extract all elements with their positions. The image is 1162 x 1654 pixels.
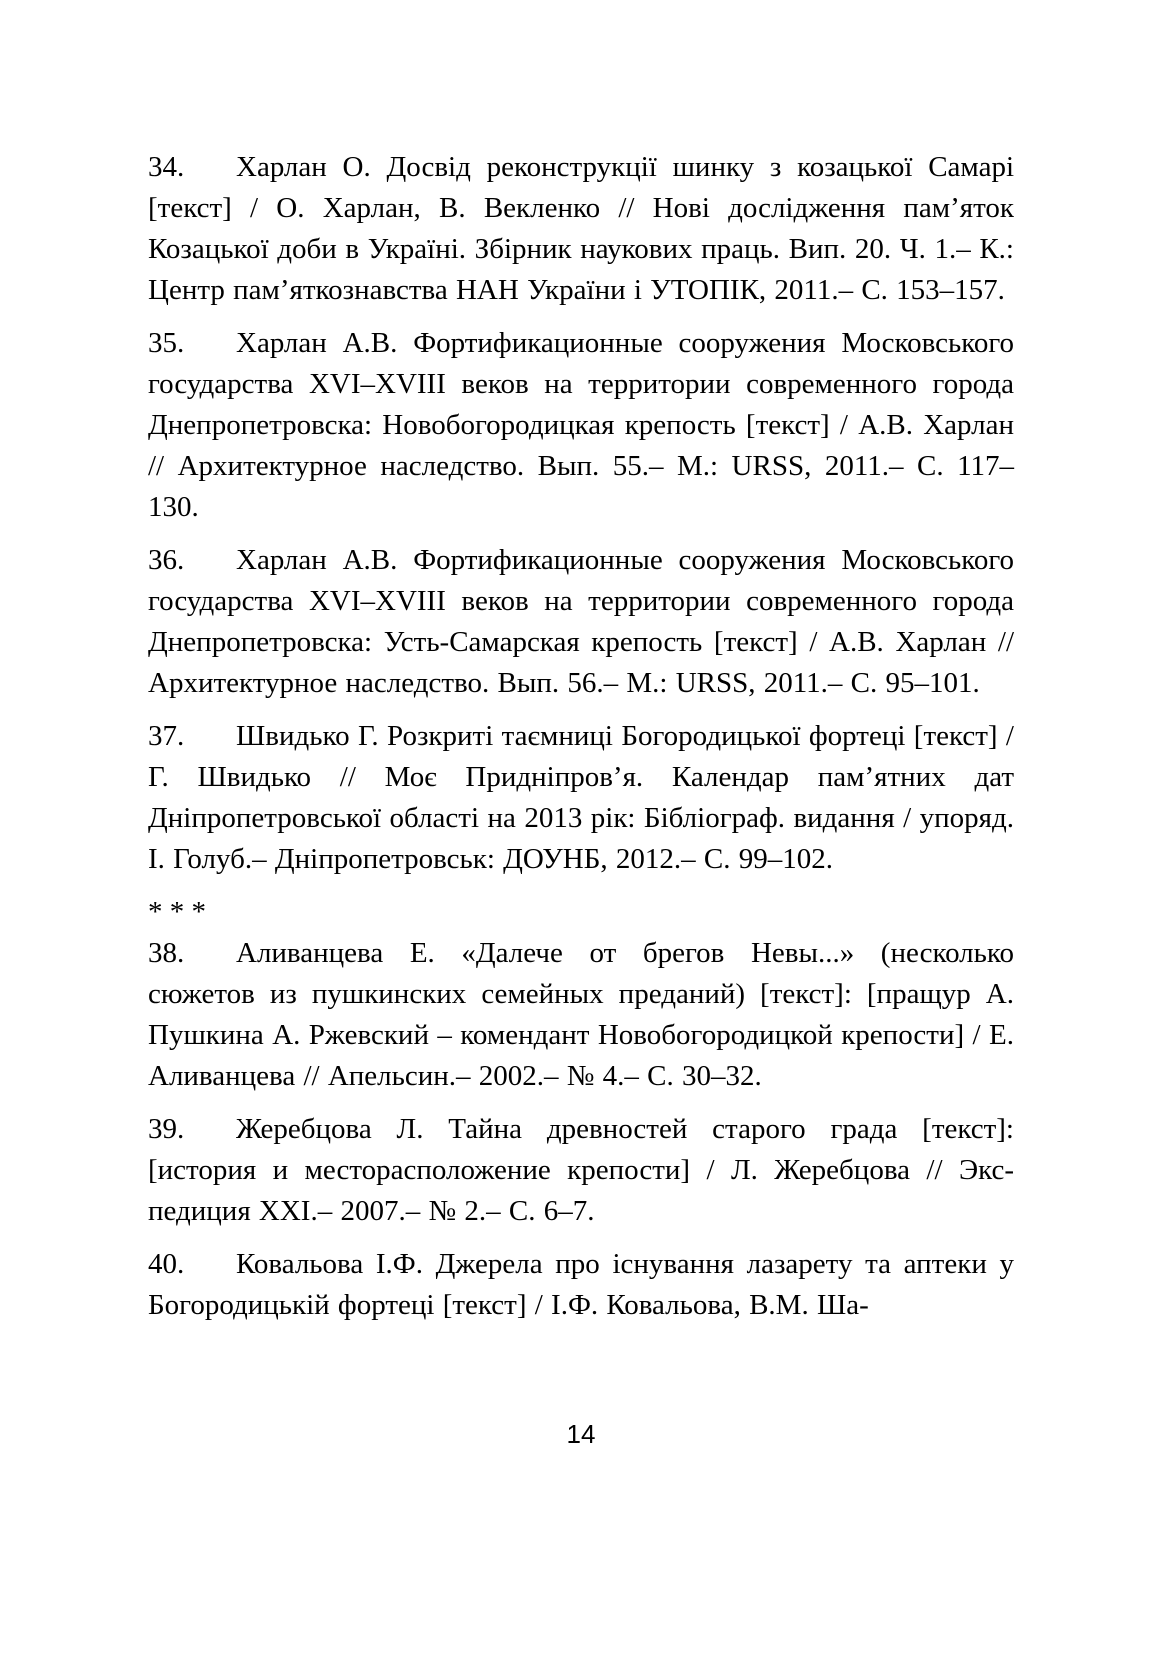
- entry-37-number: 37.: [148, 720, 185, 752]
- entry-39-text: Жеребцова Л. Тайна древностей старого града [текст]: [история и месторасположение крепости] / Л. Жеребцова // Экспедиция XXI.– 2007.– № 2.– С. 6–7.: [148, 1113, 1014, 1227]
- bib-entry-35: [148, 323, 1014, 528]
- entry-34-text: Харлан О. Досвід реконструкції шинку з козацької Самарі [текст] / О. Харлан, В. Векленко // Нові дослідження пам’яток Козацької доби в Україні. Збірник наукових праць. Вип. 20. Ч. 1.– К.: Центр пам’яткознавства НАН України і УТОПІК, 2011.– С. 153–157.: [148, 151, 1014, 306]
- bib-entry-39: [148, 1109, 1014, 1232]
- entry-40-number: 40.: [148, 1248, 185, 1280]
- entry-36-number: 36.: [148, 544, 185, 576]
- entry-34-number: 34.: [148, 151, 185, 183]
- bib-entry-37: [148, 716, 1014, 880]
- entry-37-text: Швидько Г. Розкриті таємниці Богородицької фортеці [текст] / Г. Швидько // Моє Придніпров’я. Календар пам’ятних дат Дніпропетровської області на 2013 рік: Бібліограф. видання / упоряд. І. Голуб.– Дніпропетровськ: ДОУНБ, 2012.– С. 99–102.: [148, 720, 1014, 875]
- entry-38-number: 38.: [148, 937, 185, 969]
- entry-35-text: Харлан А.В. Фортификационные сооружения Московського государства XVI–XVIII веков на территории современного города Днепропетровска: Новобогородицкая крепость [текст] / А.В. Харлан // Архитектурное наследство. Вып. 55.– М.: URSS, 2011.– С. 117–130.: [148, 327, 1014, 523]
- entry-39-number: 39.: [148, 1113, 185, 1145]
- bib-entry-38: [148, 933, 1014, 1097]
- entry-40-text: Ковальова І.Ф. Джерела про існування лазарету та аптеки у Богородицькій фортеці [текст] / І.Ф. Ковальова, В.М. Ша-: [148, 1248, 1014, 1321]
- entry-35-number: 35.: [148, 327, 185, 359]
- bib-entry-36: [148, 540, 1014, 704]
- bib-entry-34: [148, 147, 1014, 311]
- bib-entry-40: [148, 1244, 1014, 1326]
- page-number: 14: [566, 1419, 596, 1449]
- bibliography-list: [148, 147, 1014, 1338]
- entry-38-text: Аливанцева Е. «Далече от брегов Невы...» (несколько сюжетов из пушкинских семейных преданий) [текст]: [пращур А. Пушкина А. Ржевский – комендант Новобогородицкой крепости] / Е. Аливанцева // Апельсин.– 2002.– № 4.– С. 30–32.: [148, 937, 1014, 1092]
- section-separator: * * *: [148, 896, 206, 928]
- entry-36-text: Харлан А.В. Фортификационные сооружения Московського государства XVI–XVIII веков на территории современного города Днепропетровска: Усть-Самарская крепость [текст] / А.В. Харлан // Архитектурное наследство. Вып. 56.– М.: URSS, 2011.– С. 95–101.: [148, 544, 1014, 699]
